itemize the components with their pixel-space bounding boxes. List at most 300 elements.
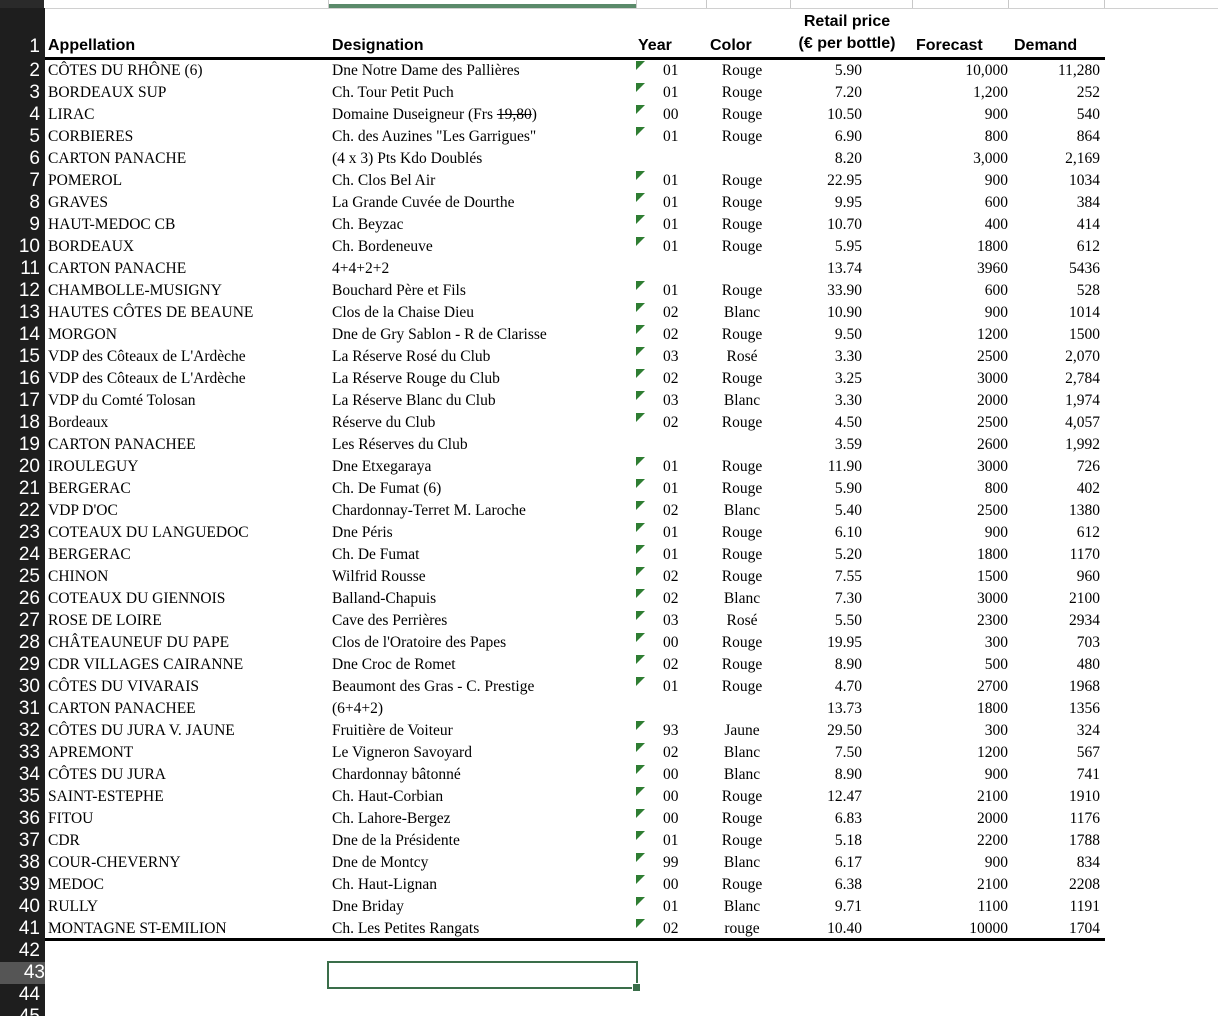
cell-retail-price[interactable]: 8.90 [834, 766, 862, 783]
cell-retail-price[interactable]: 10.70 [827, 216, 862, 233]
cell-forecast[interactable]: 2000 [977, 810, 1008, 827]
row-number-30[interactable]: 30 [18, 676, 40, 697]
cell-color[interactable]: Rouge [721, 62, 763, 79]
cell-appellation[interactable]: ROSE DE LOIRE [48, 612, 162, 629]
cell-year[interactable]: 02 [663, 304, 679, 321]
cell-year[interactable]: 02 [663, 370, 679, 387]
row-number-16[interactable]: 16 [18, 368, 40, 389]
cell-retail-price[interactable]: 9.71 [834, 898, 862, 915]
cell-color[interactable]: Rouge [721, 216, 763, 233]
cell-demand[interactable]: 703 [1076, 634, 1100, 651]
cell-retail-price[interactable]: 19.95 [827, 634, 862, 651]
cell-demand[interactable]: 1,992 [1065, 436, 1100, 453]
row-header-bar[interactable] [0, 8, 45, 1027]
cell-retail-price[interactable]: 7.20 [834, 84, 862, 101]
cell-forecast[interactable]: 2300 [977, 612, 1008, 629]
cell-year[interactable]: 01 [663, 194, 679, 211]
error-indicator-icon[interactable] [636, 215, 645, 224]
cell-year[interactable]: 02 [663, 568, 679, 585]
cell-forecast[interactable]: 400 [984, 216, 1008, 233]
column-header-bar[interactable] [0, 0, 1218, 9]
error-indicator-icon[interactable] [636, 479, 645, 488]
error-indicator-icon[interactable] [636, 105, 645, 114]
cell-year[interactable]: 02 [663, 326, 679, 343]
cell-year[interactable]: 01 [663, 458, 679, 475]
cell-forecast[interactable]: 1200 [977, 744, 1008, 761]
row-number-20[interactable]: 20 [18, 456, 40, 477]
cell-forecast[interactable]: 1,200 [973, 84, 1008, 101]
cell-forecast[interactable]: 800 [984, 128, 1008, 145]
cell-color[interactable]: Blanc [723, 854, 761, 871]
cell-appellation[interactable]: Bordeaux [48, 414, 109, 431]
error-indicator-icon[interactable] [636, 83, 645, 92]
cell-designation[interactable]: Ch. Clos Bel Air [332, 172, 436, 189]
error-indicator-icon[interactable] [636, 677, 645, 686]
cell-forecast[interactable]: 1100 [977, 898, 1008, 915]
cell-appellation[interactable]: COTEAUX DU GIENNOIS [48, 590, 226, 607]
cell-forecast[interactable]: 900 [984, 854, 1008, 871]
cell-color[interactable]: Rouge [721, 568, 763, 585]
cell-retail-price[interactable]: 9.95 [834, 194, 862, 211]
cell-demand[interactable]: 567 [1076, 744, 1100, 761]
cell-designation[interactable]: Ch. Les Petites Rangats [332, 920, 480, 937]
row-number-44[interactable]: 44 [18, 984, 40, 1005]
cell-forecast[interactable]: 2200 [977, 832, 1008, 849]
cell-retail-price[interactable]: 5.18 [834, 832, 862, 849]
cell-appellation[interactable]: BORDEAUX [48, 238, 135, 255]
cell-forecast[interactable]: 900 [984, 766, 1008, 783]
cell-designation[interactable]: Dne de Gry Sablon - R de Clarisse [332, 326, 547, 343]
cell-color[interactable]: Rouge [721, 370, 763, 387]
cell-forecast[interactable]: 500 [984, 656, 1008, 673]
cell-appellation[interactable]: CARTON PANACHE [48, 150, 187, 167]
cell-year[interactable]: 02 [663, 590, 679, 607]
cell-appellation[interactable]: CHÂTEAUNEUF DU PAPE [48, 634, 230, 651]
cell-retail-price[interactable]: 6.17 [834, 854, 862, 871]
cell-forecast[interactable]: 2500 [977, 414, 1008, 431]
cell-year[interactable]: 01 [663, 282, 679, 299]
cell-designation[interactable]: Ch. Bordeneuve [332, 238, 433, 255]
error-indicator-icon[interactable] [636, 325, 645, 334]
cell-demand[interactable]: 2,169 [1065, 150, 1100, 167]
error-indicator-icon[interactable] [636, 501, 645, 510]
cell-color[interactable]: Rouge [721, 282, 763, 299]
cell-forecast[interactable]: 1800 [977, 238, 1008, 255]
error-indicator-icon[interactable] [636, 391, 645, 400]
row-number-1[interactable]: 1 [29, 36, 40, 57]
cell-year[interactable]: 01 [663, 832, 679, 849]
error-indicator-icon[interactable] [636, 457, 645, 466]
row-number-6[interactable]: 6 [29, 148, 40, 169]
cell-demand[interactable]: 1788 [1069, 832, 1100, 849]
row-number-22[interactable]: 22 [18, 500, 40, 521]
cell-demand[interactable]: 726 [1076, 458, 1100, 475]
error-indicator-icon[interactable] [636, 589, 645, 598]
error-indicator-icon[interactable] [636, 347, 645, 356]
row-number-3[interactable]: 3 [29, 82, 40, 103]
error-indicator-icon[interactable] [636, 809, 645, 818]
row-number-26[interactable]: 26 [18, 588, 40, 609]
cell-demand[interactable]: 5436 [1069, 260, 1100, 277]
cell-designation[interactable]: Beaumont des Gras - C. Prestige [332, 678, 535, 695]
cell-appellation[interactable]: CÔTES DU RHÔNE (6) [48, 62, 203, 79]
cell-forecast[interactable]: 1800 [977, 700, 1008, 717]
column-separator[interactable] [912, 0, 913, 8]
active-cell-selection[interactable] [327, 961, 638, 989]
cell-forecast[interactable]: 900 [984, 172, 1008, 189]
cell-demand[interactable]: 11,280 [1057, 62, 1100, 79]
cell-year[interactable]: 01 [663, 480, 679, 497]
cell-designation[interactable]: Dne Etxegaraya [332, 458, 432, 475]
row-number-2[interactable]: 2 [29, 60, 40, 81]
row-number-39[interactable]: 39 [18, 874, 40, 895]
cell-year[interactable]: 02 [663, 920, 679, 937]
column-separator[interactable] [706, 0, 707, 8]
cell-retail-price[interactable]: 7.55 [834, 568, 862, 585]
cell-forecast[interactable]: 600 [984, 194, 1008, 211]
cell-retail-price[interactable]: 6.38 [834, 876, 862, 893]
row-number-35[interactable]: 35 [18, 786, 40, 807]
cell-demand[interactable]: 252 [1076, 84, 1100, 101]
cell-designation[interactable]: Ch. De Fumat (6) [332, 480, 442, 497]
cell-retail-price[interactable]: 10.50 [827, 106, 862, 123]
cell-designation[interactable]: Réserve du Club [332, 414, 436, 431]
cell-color[interactable]: Rouge [721, 876, 763, 893]
cell-demand[interactable]: 528 [1076, 282, 1100, 299]
cell-demand[interactable]: 1,974 [1065, 392, 1100, 409]
cell-designation[interactable]: Balland-Chapuis [332, 590, 437, 607]
cell-forecast[interactable]: 800 [984, 480, 1008, 497]
cell-appellation[interactable]: VDP des Côteaux de L'Ardèche [48, 348, 246, 365]
cell-designation[interactable]: Le Vigneron Savoyard [332, 744, 472, 761]
cell-retail-price[interactable]: 6.10 [834, 524, 862, 541]
cell-year[interactable]: 01 [663, 238, 679, 255]
cell-designation[interactable]: Clos de l'Oratoire des Papes [332, 634, 507, 651]
cell-designation[interactable]: Dne Notre Dame des Pallières [332, 62, 520, 79]
cell-retail-price[interactable]: 33.90 [827, 282, 862, 299]
cell-color[interactable]: Rouge [721, 480, 763, 497]
row-number-13[interactable]: 13 [18, 302, 40, 323]
cell-year[interactable]: 02 [663, 414, 679, 431]
cell-demand[interactable]: 1910 [1069, 788, 1100, 805]
cell-forecast[interactable]: 2100 [977, 788, 1008, 805]
cell-year[interactable]: 03 [663, 612, 679, 629]
cell-color[interactable]: Rouge [721, 414, 763, 431]
cell-color[interactable]: Rouge [721, 546, 763, 563]
cell-color[interactable]: Rouge [721, 194, 763, 211]
cell-appellation[interactable]: CHAMBOLLE-MUSIGNY [48, 282, 222, 299]
cell-appellation[interactable]: CARTON PANACHEE [48, 436, 196, 453]
cell-appellation[interactable]: IROULEGUY [48, 458, 139, 475]
cell-color[interactable]: Rouge [721, 106, 763, 123]
cell-color[interactable]: Rouge [721, 656, 763, 673]
cell-year[interactable]: 00 [663, 766, 679, 783]
error-indicator-icon[interactable] [636, 369, 645, 378]
cell-retail-price[interactable]: 5.40 [834, 502, 862, 519]
cell-designation[interactable]: 4+4+2+2 [332, 260, 390, 277]
row-number-4[interactable]: 4 [29, 104, 40, 125]
error-indicator-icon[interactable] [636, 567, 645, 576]
cell-appellation[interactable]: GRAVES [48, 194, 109, 211]
column-separator[interactable] [636, 0, 637, 8]
cell-retail-price[interactable]: 10.40 [827, 920, 862, 937]
cell-demand[interactable]: 1034 [1069, 172, 1100, 189]
cell-color[interactable]: Jaune [724, 722, 760, 739]
cell-demand[interactable]: 612 [1076, 238, 1100, 255]
cell-appellation[interactable]: CARTON PANACHE [48, 260, 187, 277]
cell-retail-price[interactable]: 8.90 [834, 656, 862, 673]
cell-designation[interactable]: Ch. des Auzines "Les Garrigues" [332, 128, 537, 145]
cell-demand[interactable]: 864 [1076, 128, 1100, 145]
row-number-11[interactable]: 11 [20, 258, 40, 279]
cell-retail-price[interactable]: 5.95 [834, 238, 862, 255]
column-separator[interactable] [1104, 0, 1105, 8]
cell-demand[interactable]: 834 [1076, 854, 1100, 871]
row-number-41[interactable]: 41 [18, 918, 40, 939]
cell-retail-price[interactable]: 7.30 [834, 590, 862, 607]
cell-appellation[interactable]: CÔTES DU JURA V. JAUNE [48, 722, 235, 739]
cell-demand[interactable]: 1170 [1069, 546, 1100, 563]
cell-retail-price[interactable]: 11.90 [827, 458, 862, 475]
cell-designation[interactable]: La Réserve Rouge du Club [332, 370, 500, 387]
cell-appellation[interactable]: CHINON [48, 568, 109, 585]
cell-demand[interactable]: 1191 [1069, 898, 1100, 915]
cell-demand[interactable]: 1176 [1069, 810, 1100, 827]
cell-forecast[interactable]: 2600 [977, 436, 1008, 453]
cell-color[interactable]: Blanc [723, 304, 761, 321]
cell-designation[interactable]: Dne Briday [332, 898, 404, 915]
cell-year[interactable]: 02 [663, 656, 679, 673]
error-indicator-icon[interactable] [636, 171, 645, 180]
cell-demand[interactable]: 1704 [1069, 920, 1100, 937]
error-indicator-icon[interactable] [636, 281, 645, 290]
cell-retail-price[interactable]: 6.90 [834, 128, 862, 145]
cell-color[interactable]: Rouge [721, 326, 763, 343]
cell-color[interactable]: Rouge [721, 458, 763, 475]
cell-color[interactable]: Rouge [721, 678, 763, 695]
row-number-38[interactable]: 38 [18, 852, 40, 873]
cell-forecast[interactable]: 900 [984, 524, 1008, 541]
error-indicator-icon[interactable] [636, 127, 645, 136]
cell-appellation[interactable]: BORDEAUX SUP [48, 84, 167, 101]
header-appellation[interactable]: Appellation [48, 37, 136, 54]
cell-demand[interactable]: 4,057 [1065, 414, 1100, 431]
cell-designation[interactable]: Fruitière de Voiteur [332, 722, 453, 739]
cell-demand[interactable]: 612 [1076, 524, 1100, 541]
cell-designation[interactable]: La Grande Cuvée de Dourthe [332, 194, 515, 211]
cell-color[interactable]: Rouge [721, 128, 763, 145]
cell-color[interactable]: Rouge [721, 788, 763, 805]
cell-year[interactable]: 02 [663, 502, 679, 519]
cell-appellation[interactable]: MORGON [48, 326, 117, 343]
cell-year[interactable]: 01 [663, 546, 679, 563]
cell-year[interactable]: 01 [663, 678, 679, 695]
cell-forecast[interactable]: 3,000 [973, 150, 1008, 167]
cell-year[interactable]: 01 [663, 216, 679, 233]
cell-color[interactable]: Rosé [726, 612, 758, 629]
cell-designation[interactable]: La Réserve Blanc du Club [332, 392, 496, 409]
cell-appellation[interactable]: CÔTES DU JURA [48, 766, 166, 783]
header-designation[interactable]: Designation [332, 37, 424, 54]
cell-color[interactable]: Blanc [723, 898, 761, 915]
cell-forecast[interactable]: 3000 [977, 370, 1008, 387]
cell-retail-price[interactable]: 10.90 [827, 304, 862, 321]
cell-forecast[interactable]: 2500 [977, 348, 1008, 365]
cell-demand[interactable]: 2208 [1069, 876, 1100, 893]
cell-retail-price[interactable]: 4.50 [834, 414, 862, 431]
row-number-34[interactable]: 34 [18, 764, 40, 785]
cell-year[interactable]: 00 [663, 106, 679, 123]
header-price-line1[interactable]: Retail price [803, 13, 891, 30]
cell-appellation[interactable]: SAINT-ESTEPHE [48, 788, 164, 805]
cell-appellation[interactable]: VDP D'OC [48, 502, 118, 519]
fill-handle[interactable] [632, 983, 641, 992]
row-number-31[interactable]: 31 [18, 698, 40, 719]
cell-color[interactable]: Blanc [723, 744, 761, 761]
cell-forecast[interactable]: 1500 [977, 568, 1008, 585]
cell-color[interactable]: Blanc [723, 766, 761, 783]
row-number-27[interactable]: 27 [18, 610, 40, 631]
cell-year[interactable]: 93 [663, 722, 679, 739]
error-indicator-icon[interactable] [636, 919, 645, 928]
error-indicator-icon[interactable] [636, 875, 645, 884]
row-number-25[interactable]: 25 [18, 566, 40, 587]
row-number-37[interactable]: 37 [18, 830, 40, 851]
cell-forecast[interactable]: 900 [984, 106, 1008, 123]
cell-color[interactable]: Blanc [723, 502, 761, 519]
cell-retail-price[interactable]: 12.47 [827, 788, 862, 805]
column-separator[interactable] [328, 0, 329, 8]
cell-designation[interactable] [332, 104, 537, 126]
cell-demand[interactable]: 402 [1076, 480, 1100, 497]
cell-demand[interactable]: 960 [1076, 568, 1100, 585]
cell-retail-price[interactable]: 3.30 [834, 392, 862, 409]
cell-year[interactable]: 00 [663, 876, 679, 893]
cell-demand[interactable]: 324 [1076, 722, 1100, 739]
cell-color[interactable]: Rosé [726, 348, 758, 365]
cell-color[interactable]: Rouge [721, 238, 763, 255]
cell-color[interactable]: Rouge [721, 84, 763, 101]
cell-designation[interactable]: Cave des Perrières [332, 612, 448, 629]
cell-demand[interactable]: 1968 [1069, 678, 1100, 695]
cell-retail-price[interactable]: 13.74 [827, 260, 862, 277]
cell-retail-price[interactable]: 3.59 [834, 436, 862, 453]
cell-designation[interactable]: Les Réserves du Club [332, 436, 468, 453]
row-number-23[interactable]: 23 [18, 522, 40, 543]
error-indicator-icon[interactable] [636, 237, 645, 246]
row-number-24[interactable]: 24 [18, 544, 40, 565]
cell-retail-price[interactable]: 8.20 [834, 150, 862, 167]
cell-retail-price[interactable]: 9.50 [834, 326, 862, 343]
error-indicator-icon[interactable] [636, 545, 645, 554]
cell-retail-price[interactable]: 5.50 [834, 612, 862, 629]
cell-retail-price[interactable]: 29.50 [827, 722, 862, 739]
cell-appellation[interactable]: COUR-CHEVERNY [48, 854, 181, 871]
row-number-9[interactable]: 9 [29, 214, 40, 235]
cell-appellation[interactable]: HAUT-MEDOC CB [48, 216, 176, 233]
cell-appellation[interactable]: POMEROL [48, 172, 123, 189]
cell-appellation[interactable]: CÔTES DU VIVARAIS [48, 678, 200, 695]
row-number-43[interactable]: 43 [0, 962, 45, 984]
cell-forecast[interactable]: 1800 [977, 546, 1008, 563]
cell-appellation[interactable]: LIRAC [48, 106, 95, 123]
select-all-corner[interactable] [0, 0, 44, 8]
cell-appellation[interactable]: CDR VILLAGES CAIRANNE [48, 656, 244, 673]
cell-color[interactable]: rouge [724, 920, 760, 937]
cell-retail-price[interactable]: 7.50 [834, 744, 862, 761]
cell-year[interactable]: 01 [663, 898, 679, 915]
cell-designation[interactable]: La Réserve Rosé du Club [332, 348, 491, 365]
cell-appellation[interactable]: VDP du Comté Tolosan [48, 392, 196, 409]
cell-year[interactable]: 99 [663, 854, 679, 871]
cell-year[interactable]: 02 [663, 744, 679, 761]
cell-designation[interactable]: Ch. Haut-Lignan [332, 876, 438, 893]
header-price-line2[interactable]: (€ per bottle) [798, 35, 896, 52]
cell-forecast[interactable]: 600 [984, 282, 1008, 299]
cell-appellation[interactable]: CORBIERES [48, 128, 134, 145]
row-number-29[interactable]: 29 [18, 654, 40, 675]
row-number-19[interactable]: 19 [18, 434, 40, 455]
row-number-5[interactable]: 5 [29, 126, 40, 147]
row-number-17[interactable]: 17 [18, 390, 40, 411]
cell-demand[interactable]: 1380 [1069, 502, 1100, 519]
cell-designation[interactable]: Clos de la Chaise Dieu [332, 304, 475, 321]
cell-demand[interactable]: 2934 [1069, 612, 1100, 629]
cell-retail-price[interactable]: 5.20 [834, 546, 862, 563]
row-number-15[interactable]: 15 [18, 346, 40, 367]
cell-designation[interactable]: Dne de la Présidente [332, 832, 460, 849]
error-indicator-icon[interactable] [636, 897, 645, 906]
cell-demand[interactable]: 2100 [1069, 590, 1100, 607]
error-indicator-icon[interactable] [636, 303, 645, 312]
cell-forecast[interactable]: 3000 [977, 590, 1008, 607]
cell-designation[interactable]: (6+4+2) [332, 700, 384, 717]
header-year[interactable]: Year [638, 37, 672, 54]
cell-appellation[interactable]: HAUTES CÔTES DE BEAUNE [48, 304, 254, 321]
cell-retail-price[interactable]: 13.73 [827, 700, 862, 717]
cell-forecast[interactable]: 2500 [977, 502, 1008, 519]
cell-appellation[interactable]: APREMONT [48, 744, 134, 761]
cell-retail-price[interactable]: 22.95 [827, 172, 862, 189]
cell-color[interactable]: Rouge [721, 524, 763, 541]
cell-forecast[interactable]: 10000 [969, 920, 1008, 937]
cell-demand[interactable]: 384 [1076, 194, 1100, 211]
cell-designation[interactable]: Ch. Tour Petit Puch [332, 84, 454, 101]
cell-year[interactable]: 01 [663, 84, 679, 101]
error-indicator-icon[interactable] [636, 831, 645, 840]
cell-year[interactable]: 03 [663, 392, 679, 409]
cell-demand[interactable]: 2,070 [1065, 348, 1100, 365]
cell-retail-price[interactable]: 5.90 [834, 62, 862, 79]
cell-retail-price[interactable]: 3.25 [834, 370, 862, 387]
row-number-18[interactable]: 18 [18, 412, 40, 433]
cell-designation[interactable]: Ch. De Fumat [332, 546, 420, 563]
cell-appellation[interactable]: BERGERAC [48, 480, 131, 497]
column-separator[interactable] [790, 0, 791, 8]
cell-forecast[interactable]: 1200 [977, 326, 1008, 343]
cell-designation[interactable]: Wilfrid Rousse [332, 568, 426, 585]
cell-appellation[interactable]: MEDOC [48, 876, 104, 893]
row-number-42[interactable]: 42 [18, 940, 40, 961]
cell-designation[interactable]: Chardonnay-Terret M. Laroche [332, 502, 526, 519]
cell-forecast[interactable]: 300 [984, 722, 1008, 739]
header-forecast[interactable]: Forecast [916, 37, 983, 54]
cell-appellation[interactable]: RULLY [48, 898, 99, 915]
row-number-45[interactable]: 45 [18, 1006, 40, 1027]
cell-forecast[interactable]: 2100 [977, 876, 1008, 893]
row-number-14[interactable]: 14 [18, 324, 40, 345]
error-indicator-icon[interactable] [636, 633, 645, 642]
